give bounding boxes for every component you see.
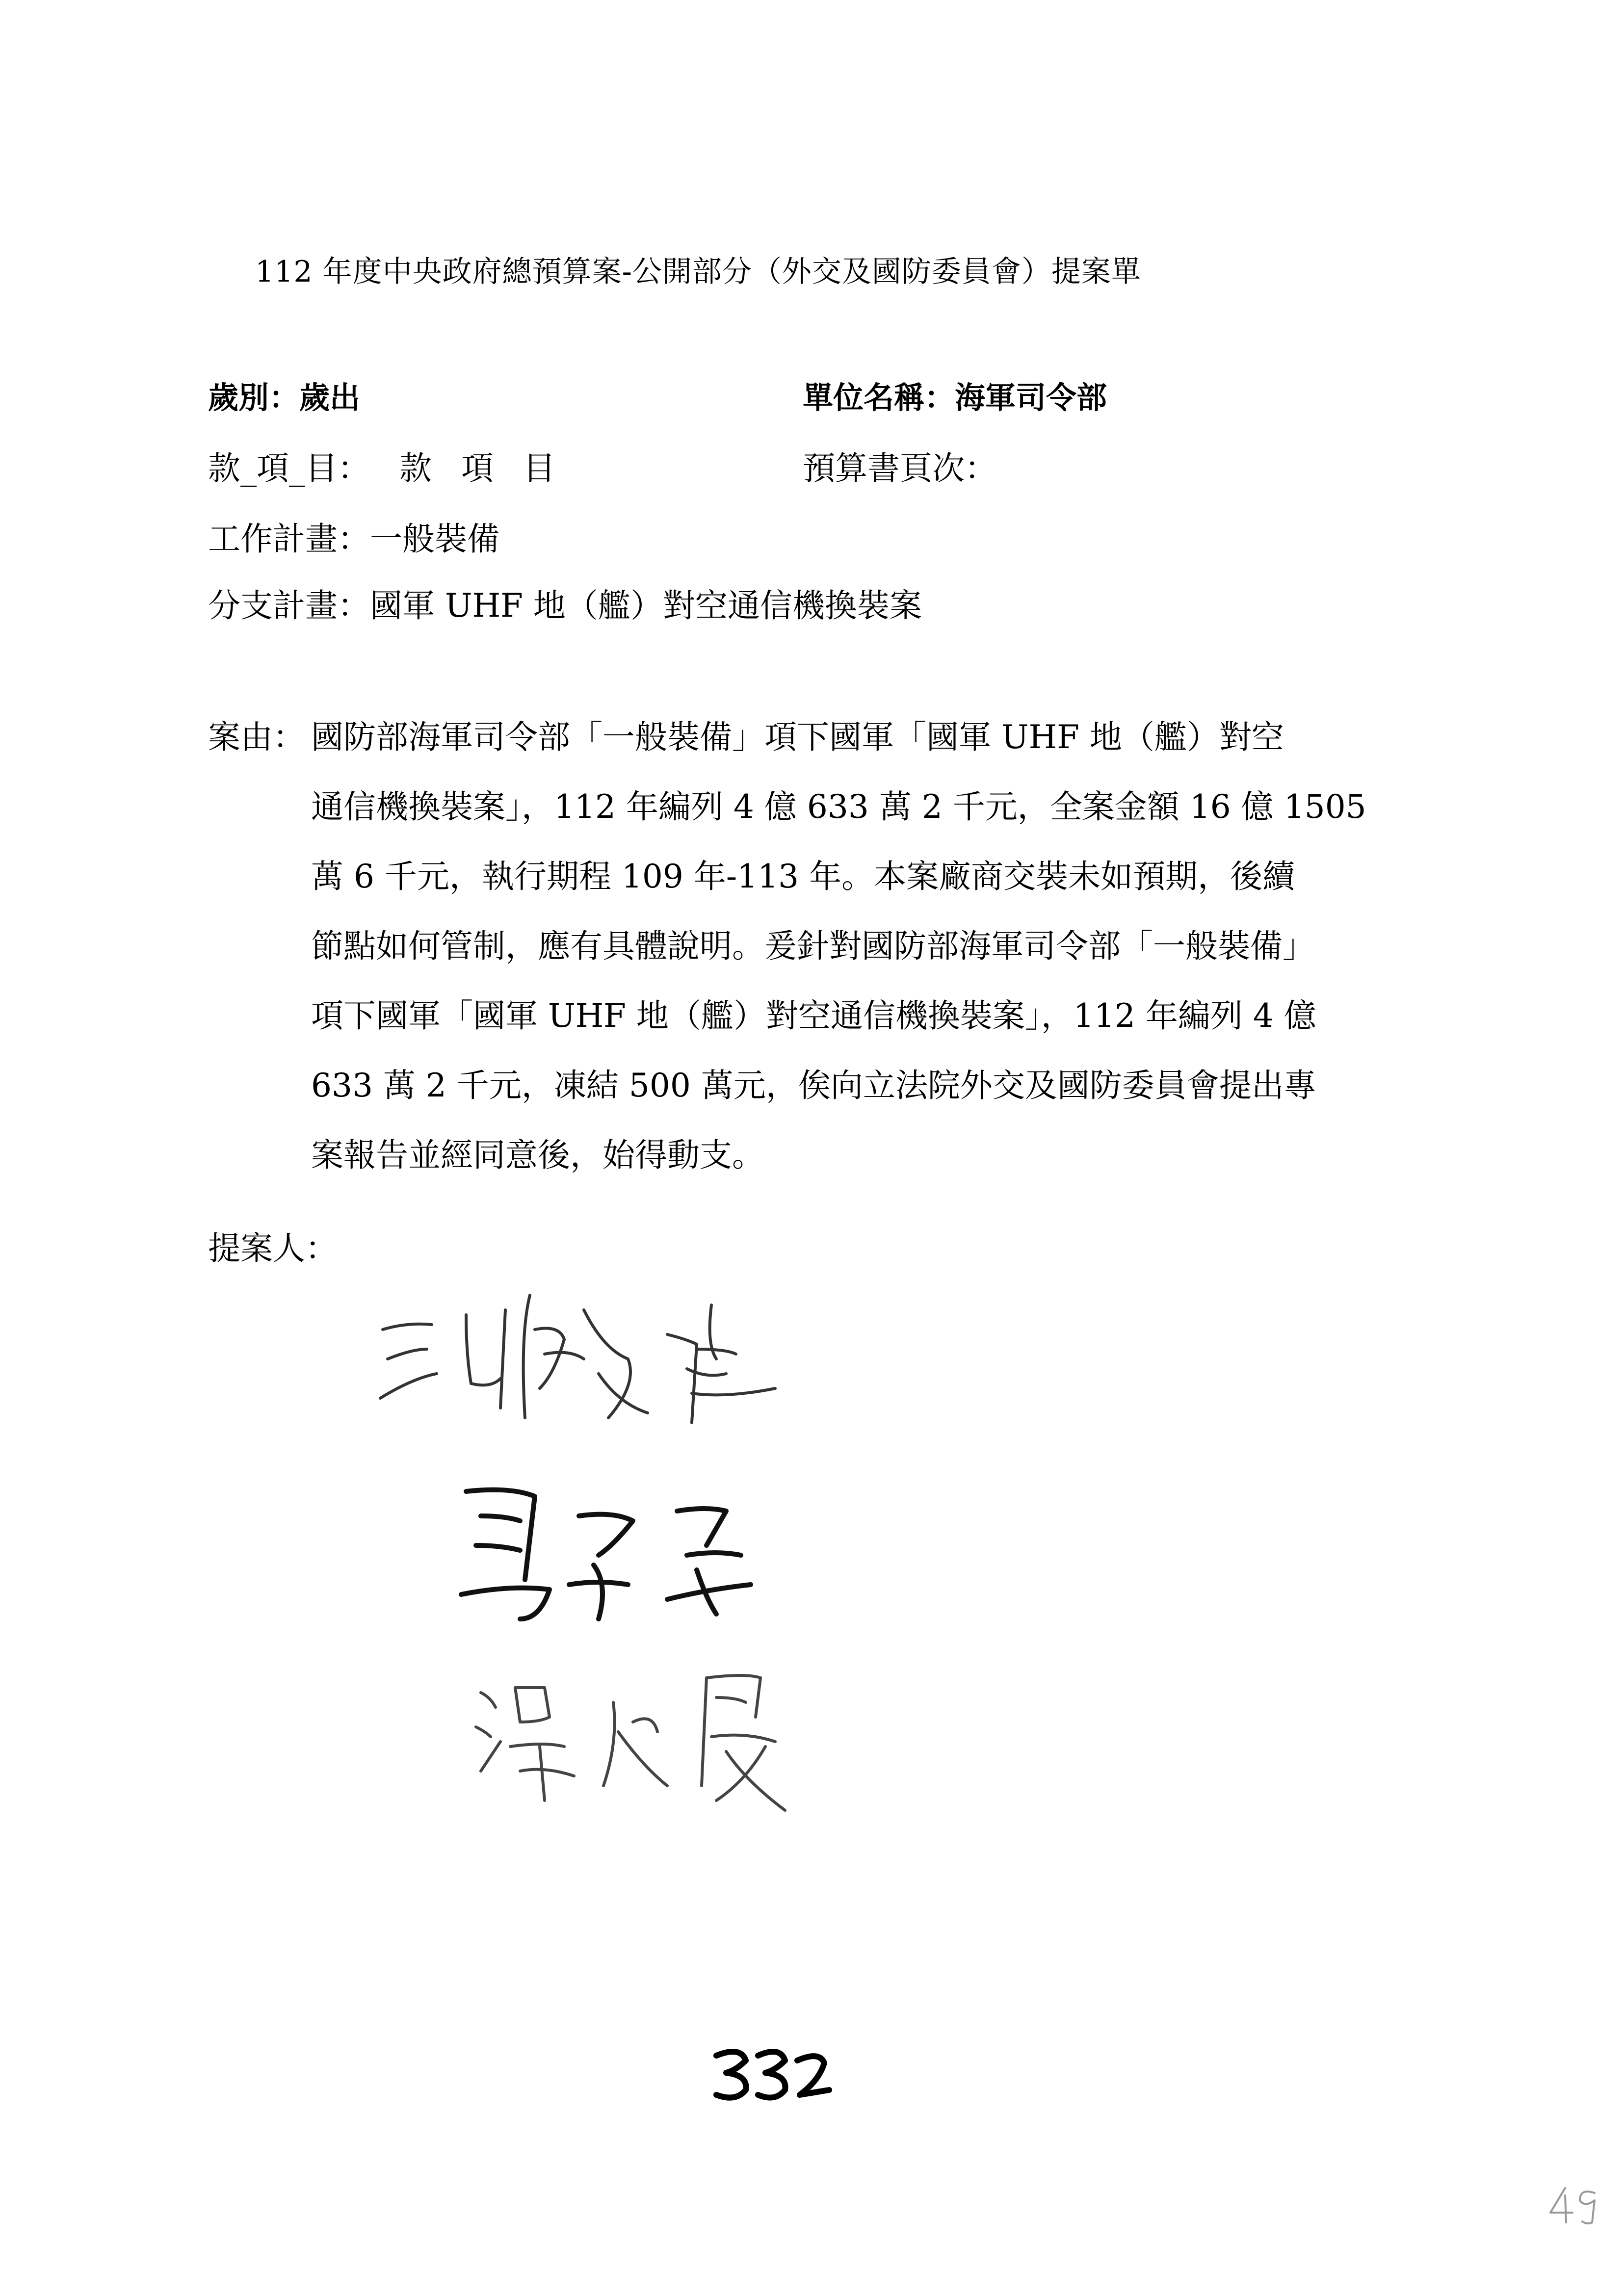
category-label: 歲別： — [208, 380, 300, 416]
budget-page-field — [803, 446, 997, 491]
handwritten-49-icon — [1545, 2183, 1604, 2227]
reason-line: 項下國軍「國軍 UHF 地（艦）對空通信機換裝案」，112 年編列 4 億 — [311, 997, 1316, 1035]
reason-line: 633 萬 2 千元，凍結 500 萬元，俟向立法院外交及國防委員會提出專 — [311, 1067, 1316, 1104]
reason-line: 案報告並經同意後，始得動支。 — [311, 1136, 764, 1174]
unit-value: 海軍司令部 — [955, 380, 1107, 416]
unit-label: 單位名稱： — [803, 380, 955, 416]
budget-page-label: 預算書頁次： — [803, 449, 997, 487]
reason-label: 案由： — [208, 718, 305, 756]
work-plan-label: 工作計畫： — [208, 520, 370, 558]
handwritten-page-number — [707, 2041, 834, 2112]
signature-2 — [451, 1472, 805, 1629]
handwritten-signature-2-icon — [451, 1472, 805, 1629]
signature-3 — [471, 1658, 824, 1820]
unit-field — [803, 376, 1107, 420]
reason-body — [311, 703, 1454, 1190]
category-field — [208, 376, 360, 420]
category-value: 歲出 — [299, 380, 361, 416]
reason-line: 通信機換裝案」，112 年編列 4 億 633 萬 2 千元，全案金額 16 億 1505 — [311, 788, 1366, 826]
document-title: 112 年度中央政府總預算案-公開部分（外交及國防委員會）提案單 — [255, 255, 1141, 289]
sub-item-label: 款_項_目： — [208, 449, 370, 487]
branch-plan-field — [208, 584, 922, 628]
handwritten-signature-3-icon — [471, 1658, 824, 1820]
handwritten-signature-1-icon — [373, 1276, 814, 1433]
sub-item-field — [208, 446, 585, 491]
signature-1 — [373, 1276, 814, 1433]
reason-line: 國防部海軍司令部「一般裝備」項下國軍「國軍 UHF 地（艦）對空 — [311, 718, 1284, 756]
work-plan-field — [208, 517, 499, 561]
corner-page-number — [1545, 2183, 1604, 2229]
branch-plan-value: 國軍 UHF 地（艦）對空通信機換裝案 — [370, 587, 922, 625]
handwritten-332-icon — [707, 2041, 834, 2110]
reason-line: 節點如何管制，應有具體說明。爰針對國防部海軍司令部「一般裝備」 — [311, 927, 1315, 965]
sub-item-value: 款項目 — [399, 449, 585, 487]
reason-line: 萬 6 千元，執行期程 109 年-113 年。本案廠商交裝未如預期，後續 — [311, 858, 1295, 895]
branch-plan-label: 分支計畫： — [208, 587, 370, 625]
work-plan-value: 一般裝備 — [370, 520, 499, 558]
proposer-label: 提案人： — [208, 1229, 338, 1267]
